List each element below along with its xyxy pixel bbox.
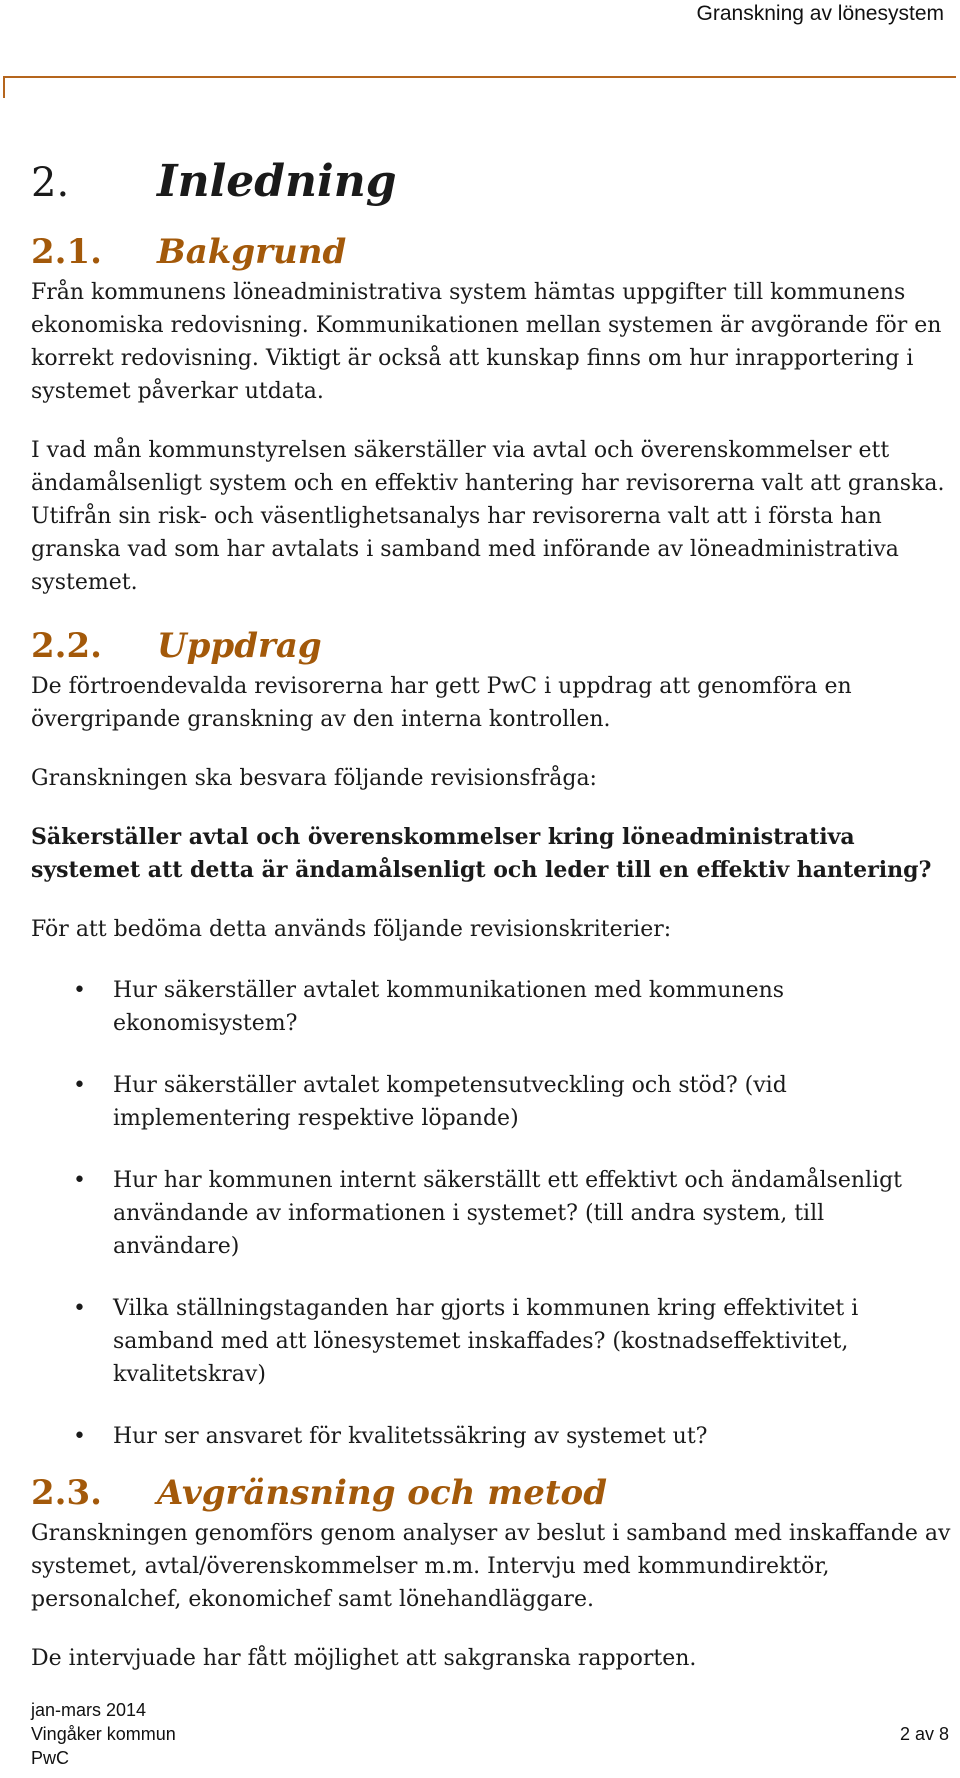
page-footer [31,1698,949,1770]
paragraph: Från kommunens löneadministrativa system hämtas uppgifter till kommunens ekonomiska redovisning. Kommunikationen mellan systemen är avgörande för en korrekt redovisning. Viktigt är också att kunskap finns om hur inrapportering i systemet påverkar utdata. [31,280,942,404]
footer-client: Vingåker kommun [31,1724,176,1744]
section-title: Bakgrund [157,232,347,272]
list-item: • Vilka ställningstaganden har gjorts i kommunen kring effektivitet i samband med att lönesystemet inskaffades? (kostnadseffektivitet, kvalitetskrav) [31,1292,951,1391]
bullet-icon: • [73,978,86,1003]
chapter-title: Inledning [157,156,397,207]
footer-date: jan-mars 2014 [31,1700,147,1720]
section-title: Avgränsning och metod [157,1473,608,1513]
bullet-icon: • [73,1296,86,1321]
list-item: • Hur säkerställer avtalet kompetensutveckling och stöd? (vid implementering respektive löpande) [31,1069,951,1135]
chapter-number: 2. [31,160,70,206]
paragraph: I vad mån kommunstyrelsen säkerställer via avtal och överenskommelser ett ändamålsenligt system och en effektiv hantering har revisorerna valt att granska. Utifrån sin risk- och väsentlighetsanalys har revisorerna valt att i första han granska vad som har avtalats i samband med införande av löneadministrativa systemet. [31,438,945,595]
question-intro: Granskningen ska besvara följande revisionsfråga: [31,766,597,791]
section-heading-avgransning [31,1469,951,1517]
paragraph: Granskningen genomförs genom analyser av beslut i samband med inskaffande av systemet, avtal/överenskommelser m.m. Intervju med kommundirektör, personalchef, ekonomichef samt lönehandläggare. [31,1521,951,1612]
list-item: • Hur ser ansvaret för kvalitetssäkring av systemet ut? [31,1420,951,1453]
section-number: 2.3. [31,1473,102,1513]
paragraph: De förtroendevalda revisorerna har gett PwC i uppdrag att genomföra en övergripande granskning av den interna kontrollen. [31,674,852,732]
bullet-icon: • [73,1424,86,1449]
audit-question: Säkerställer avtal och överenskommelser kring löneadministrativa systemet att detta är ändamålsenligt och leder till en effektiv hantering? [31,824,932,883]
criteria-list [31,974,951,1453]
footer-firm: PwC [31,1748,70,1768]
section-title: Uppdrag [157,626,322,666]
bullet-icon: • [73,1073,86,1098]
section-heading-bakgrund [31,228,951,276]
header-rule [3,76,956,78]
section-number: 2.2. [31,626,102,666]
header-rule-tick [3,76,5,98]
page-body [31,150,951,1675]
criteria-intro: För att bedöma detta används följande revisionskriterier: [31,917,672,942]
running-header-title: Granskning av lönesystem [696,2,944,25]
list-item: • Hur säkerställer avtalet kommunikationen med kommunens ekonomisystem? [31,974,951,1040]
section-heading-uppdrag [31,622,951,670]
paragraph: De intervjuade har fått möjlighet att sakgranska rapporten. [31,1646,697,1671]
section-number: 2.1. [31,232,102,272]
page-number: 2 av 8 [899,1724,949,1744]
bullet-icon: • [73,1168,86,1193]
chapter-heading [31,150,951,214]
list-item: • Hur har kommunen internt säkerställt ett effektivt och ändamålsenligt användande av informationen i systemet? (till andra system, till användare) [31,1164,951,1263]
